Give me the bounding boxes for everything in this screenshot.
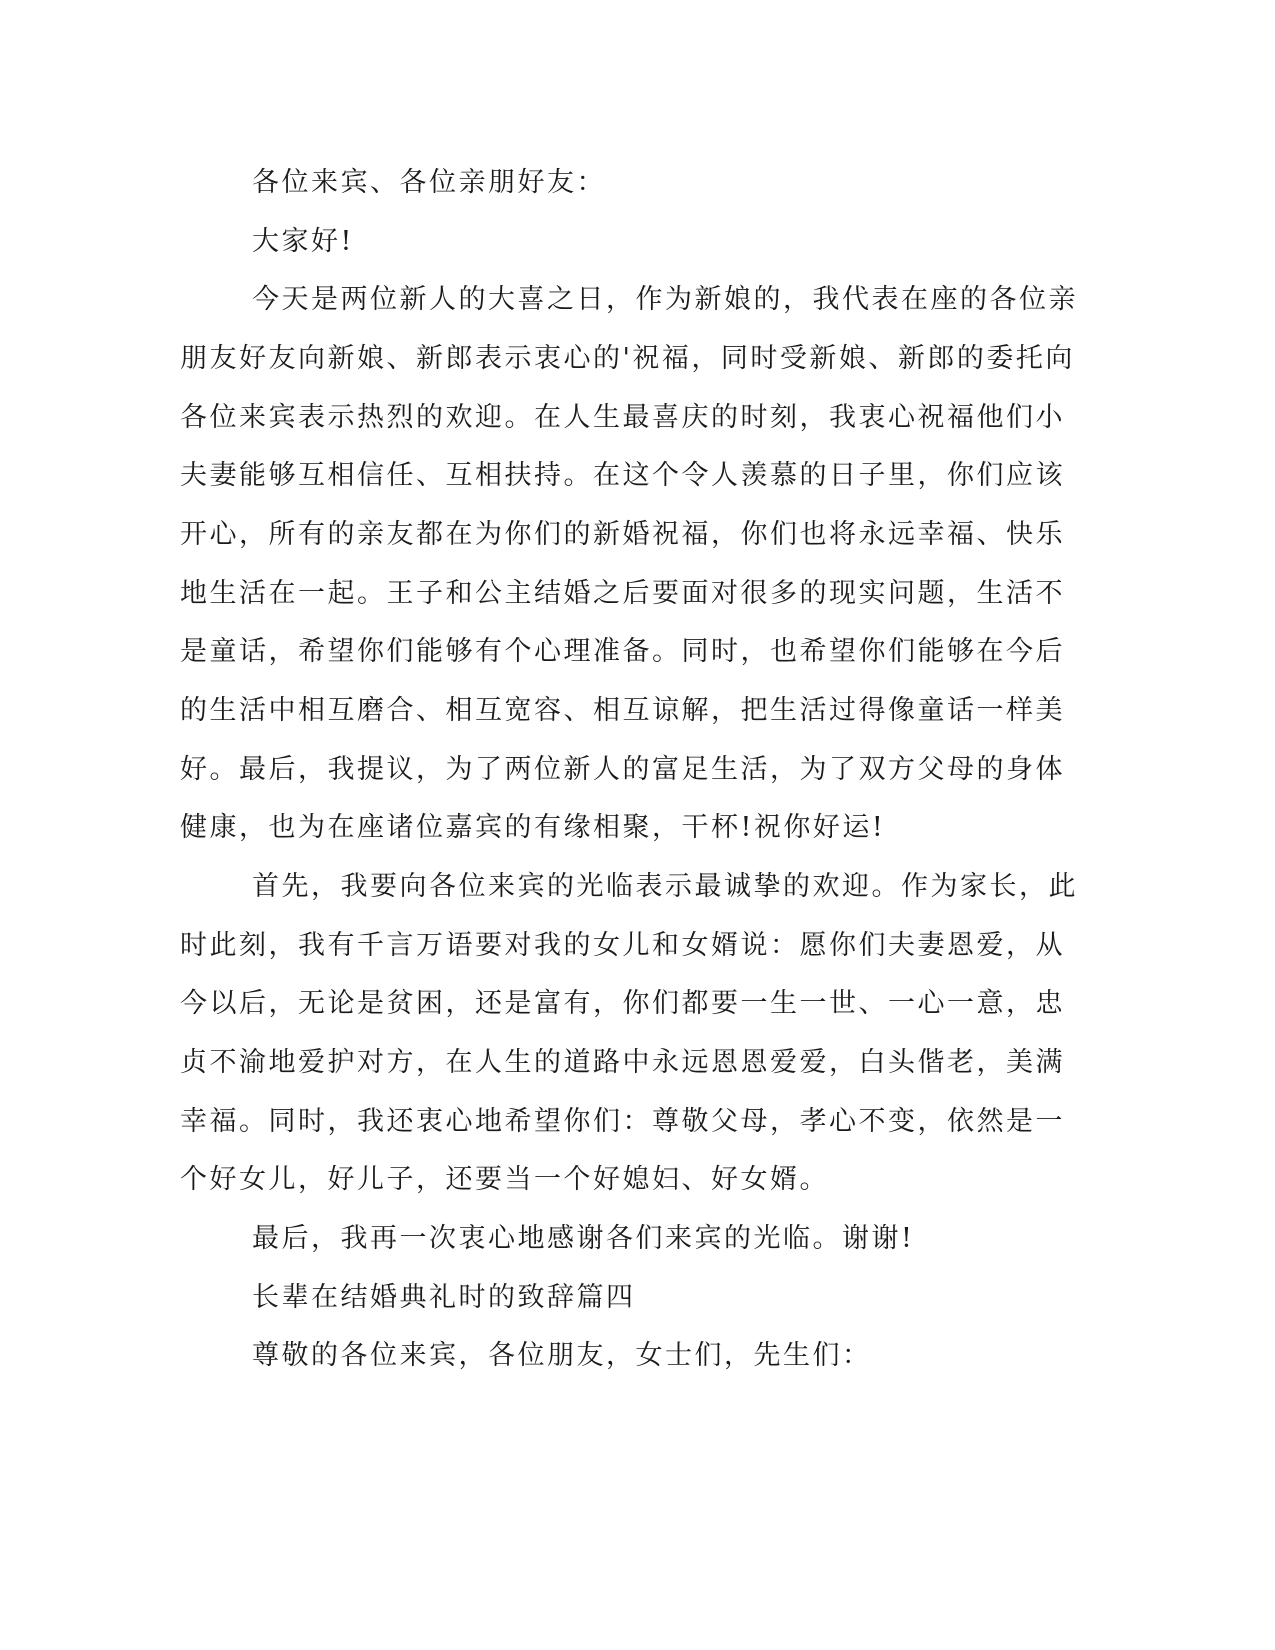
paragraph-2-line: 幸福。同时，我还衷心地希望你们：尊敬父母，孝心不变，依然是一 bbox=[180, 1106, 1065, 1137]
paragraph-1-line: 是童话，希望你们能够有个心理准备。同时，也希望你们能够在今后 bbox=[180, 636, 1065, 667]
paragraph-1-line: 地生活在一起。王子和公主结婚之后要面对很多的现实问题，生活不 bbox=[180, 578, 1065, 609]
paragraph-1-line: 健康，也为在座诸位嘉宾的有缘相聚，干杯!祝你好运! bbox=[180, 812, 886, 843]
paragraph-2-line: 贞不渝地爱护对方，在人生的道路中永远恩恩爱爱，白头偕老，美满 bbox=[180, 1047, 1065, 1078]
paragraph-2-line: 时此刻，我有千言万语要对我的女儿和女婿说：愿你们夫妻恩爱，从 bbox=[180, 930, 1065, 961]
paragraph-1-line: 开心，所有的亲友都在为你们的新婚祝福，你们也将永远幸福、快乐 bbox=[180, 519, 1065, 550]
paragraph-1-line: 的生活中相互磨合、相互宽容、相互谅解，把生活过得像童话一样美 bbox=[180, 695, 1065, 726]
section-heading: 长辈在结婚典礼时的致辞篇四 bbox=[252, 1282, 636, 1313]
paragraph-1-line: 朋友好友向新娘、新郎表示衷心的'祝福，同时受新娘、新郎的委托向 bbox=[180, 343, 1075, 374]
paragraph-1-line: 夫妻能够互相信任、互相扶持。在这个令人羡慕的日子里，你们应该 bbox=[180, 460, 1065, 491]
greeting-line: 各位来宾、各位亲朋好友： bbox=[252, 167, 606, 198]
hello-line: 大家好! bbox=[252, 226, 354, 257]
paragraph-1-line: 好。最后，我提议，为了两位新人的富足生活，为了双方父母的身体 bbox=[180, 754, 1065, 785]
paragraph-2-line: 首先，我要向各位来宾的光临表示最诚挚的欢迎。作为家长，此 bbox=[252, 871, 1078, 902]
paragraph-1-line: 各位来宾表示热烈的欢迎。在人生最喜庆的时刻，我衷心祝福他们小 bbox=[180, 402, 1065, 433]
paragraph-2-line: 今以后，无论是贫困，还是富有，你们都要一生一世、一心一意，忠 bbox=[180, 988, 1065, 1019]
closing-line: 最后，我再一次衷心地感谢各们来宾的光临。谢谢! bbox=[252, 1223, 915, 1254]
paragraph-1-line: 今天是两位新人的大喜之日，作为新娘的，我代表在座的各位亲 bbox=[252, 284, 1078, 315]
paragraph-2-line: 个好女儿，好儿子，还要当一个好媳妇、好女婿。 bbox=[180, 1164, 829, 1195]
salutation-line: 尊敬的各位来宾，各位朋友，女士们，先生们： bbox=[252, 1340, 872, 1371]
